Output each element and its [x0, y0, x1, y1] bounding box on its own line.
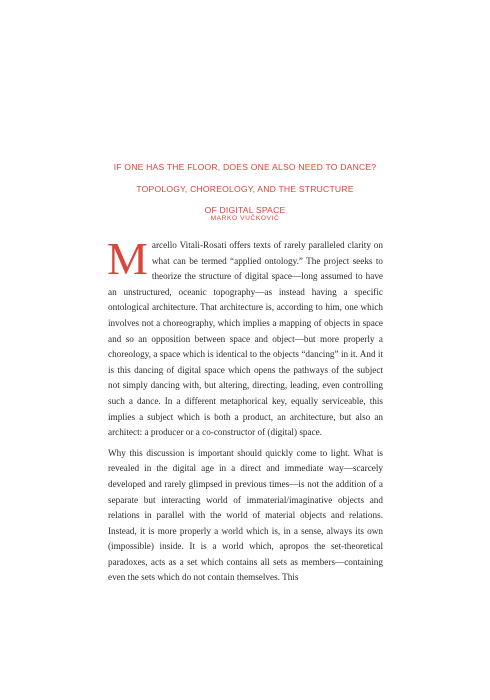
author-name: MARKO VUČKOVIĆ — [210, 215, 280, 222]
article-title — [60, 157, 430, 222]
drop-cap: M — [107, 233, 148, 284]
paragraph-1 — [107, 233, 383, 441]
paragraph-2-text: Why this discussion is important should quickly come to light. What is revealed in the digital age in a direct and immediate way—scarcely developed and rarely glimpsed in previous times—is not the addition of a separate but interacting world of immaterial/imaginative objects and relations in parallel with the world of material objects and relations. Instead, it is more properly a world which is, in a sense, always its own (impossible) inside. It is a world which, apropos the set-theoretical paradoxes, acts as a set which contains all sets as members—containing even the sets which do not contain themselves. This — [108, 447, 383, 583]
title-line-2: TOPOLOGY, CHOREOLOGY, AND THE STRUCTURE — [136, 183, 354, 194]
article-body — [107, 233, 383, 586]
paragraph-1-text: arcello Vitali-Rosati offers texts of rarely paralleled clarity on what can be termed “applied ontology.” The project seeks to theorize the structure of digital space—long assumed to have an unstructured, oceanic topography—as instead having a specific ontological architecture. That architecture is, according to him, one which involves not a choreography, which implies a mapping of objects in space and so an opposition between space and object—but more properly a choreology, a space which is identical to the objects “dancing” in it. And it is this dancing of digital space which opens the pathways of the subject not simply dancing with, but altering, directing, leading, even controlling such a dance. In a different metaphorical key, equally serviceable, this implies a subject which is both a product, an architecture, but also an architect: a producer or a co-constructor of (digital) space. — [108, 240, 383, 438]
title-line-1: IF ONE HAS THE FLOOR, DOES ONE ALSO NEED TO DANCE? — [113, 162, 377, 172]
paragraph-2 — [108, 446, 383, 586]
title-line-3: OF DIGITAL SPACE — [204, 205, 286, 215]
